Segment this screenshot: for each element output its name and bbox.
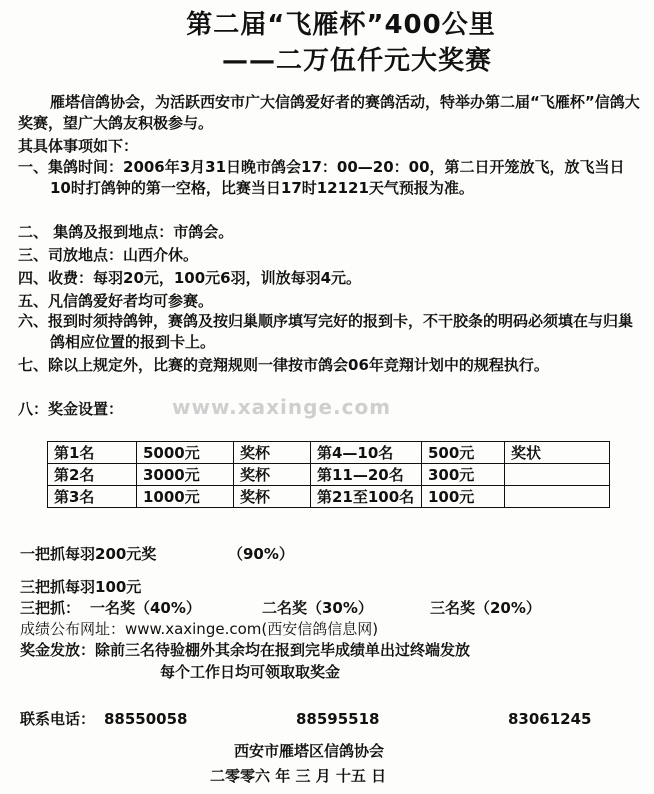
- table-cell: 第3名: [48, 486, 137, 508]
- details-heading: 其具体事项如下：: [18, 137, 139, 155]
- payout-line-1: 奖金发放：除前三名待验棚外其余均在报到完毕成绩单出过终端发放: [20, 641, 471, 659]
- contact-phone-2: 88595518: [296, 710, 380, 728]
- three-grab-third: 三名奖（20%）: [430, 599, 541, 617]
- three-grab-first: 一名奖（40%）: [90, 599, 201, 617]
- payout-line-2: 每个工作日均可领取取奖金: [160, 663, 341, 681]
- table-cell: 第4—10名: [311, 442, 422, 464]
- prize-heading: 八：奖金设置：: [18, 400, 124, 418]
- three-grab-label: 三把抓：: [20, 599, 81, 617]
- table-cell: [505, 486, 610, 508]
- contact-phone-1: 88550058: [104, 710, 188, 728]
- item-5: 五、凡信鸽爱好者均可参赛。: [18, 292, 214, 310]
- table-cell: 奖杯: [234, 442, 311, 464]
- prize-table: [47, 441, 610, 508]
- item-6: 六、报到时须持鸽钟，赛鸽及按归巢顺序填写完好的报到卡，不干胶条的明码必须填在与归巢鸽相应位置的报到卡上。: [18, 312, 634, 351]
- intro-paragraph: 雁塔信鸽协会，为活跃西安市广大信鸽爱好者的赛鸽活动，特举办第二届“飞雁杯”信鸽大奖赛，望广大鸽友积极参与。: [18, 93, 640, 132]
- table-cell: 100元: [422, 486, 505, 508]
- three-grab-prize: 三把抓每羽100元: [20, 578, 142, 596]
- document-title: 第二届“飞雁杯”400公里: [186, 10, 496, 40]
- three-grab-second: 二名奖（30%）: [262, 599, 373, 617]
- item-4: 四、收费：每羽20元，100元6羽，训放每羽4元。: [18, 269, 362, 287]
- table-cell: 奖杯: [234, 464, 311, 486]
- one-grab-percent: （90%）: [228, 545, 294, 563]
- table-cell: 第11—20名: [311, 464, 422, 486]
- contact-phone-3: 83061245: [508, 710, 592, 728]
- item-1: 一、集鸽时间：2006年3月31日晚市鸽会17：00—20：00，第二日开笼放飞，放飞当日10时打鸽钟的第一空格，比赛当日17时12121天气预报为准。: [18, 158, 625, 197]
- table-cell: [505, 464, 610, 486]
- table-row: [48, 486, 610, 508]
- one-grab-prize: 一把抓每羽200元奖: [20, 545, 157, 563]
- document-subtitle: ——二万伍仟元大奖赛: [222, 46, 493, 76]
- table-row: [48, 464, 610, 486]
- item-3: 三、司放地点：山西介休。: [18, 246, 199, 264]
- table-cell: 奖状: [505, 442, 610, 464]
- watermark-text: www.xaxinge.com: [172, 395, 392, 419]
- table-cell: 第21至100名: [311, 486, 422, 508]
- contact-label: 联系电话：: [20, 710, 96, 728]
- table-cell: 5000元: [137, 442, 234, 464]
- footer-date: 二零零六 年 三 月 十五 日: [210, 767, 387, 785]
- table-cell: 第1名: [48, 442, 137, 464]
- table-row: [48, 442, 610, 464]
- table-cell: 300元: [422, 464, 505, 486]
- table-cell: 奖杯: [234, 486, 311, 508]
- footer-organization: 西安市雁塔区信鸽协会: [234, 742, 385, 760]
- item-2: 二、 集鸽及报到地点：市鸽会。: [18, 223, 234, 241]
- table-cell: 1000元: [137, 486, 234, 508]
- table-cell: 500元: [422, 442, 505, 464]
- item-7: 七、除以上规定外，比赛的竞翔规则一律按市鸽会06年竞翔计划中的规程执行。: [18, 356, 549, 374]
- table-cell: 第2名: [48, 464, 137, 486]
- table-cell: 3000元: [137, 464, 234, 486]
- results-website: 成绩公布网址：www.xaxinge.com(西安信鸽信息网): [20, 620, 379, 638]
